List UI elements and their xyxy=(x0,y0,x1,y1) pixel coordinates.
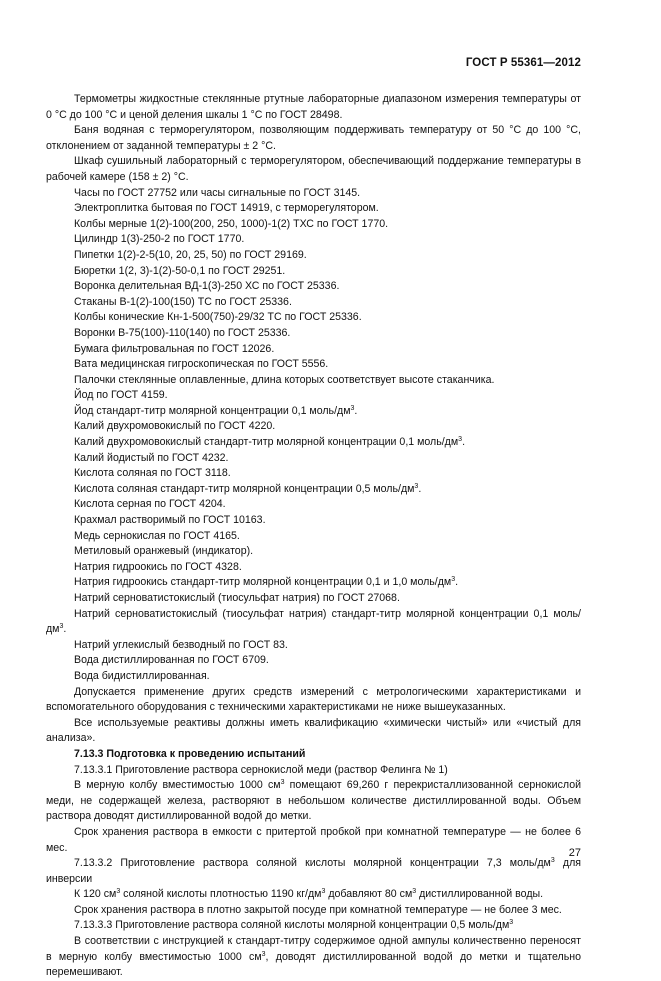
text-span: В соответствии с инструкцией к стандарт-титру содержимое одной ампулы количественно переносят в мерную колбу вместимостью 1000 см xyxy=(46,935,581,963)
text-span: помещают 69,260 г перекристаллизованной сернокислой меди, не содержащей железа, растворяют в небольшом количестве дистиллированной воды. Объем раствора доводят дистиллированной водой до метки. xyxy=(46,779,582,823)
text-span: 7.13.3.3 Приготовление раствора соляной кислоты молярной концентрации 0,5 моль/дм xyxy=(74,919,510,932)
paragraph: Термометры жидкостные стеклянные ртутные лабораторные диапазоном измерения температуры от 0 °С до 100 °С и ценой деления шкалы 1 °С по ГОСТ 28498. xyxy=(46,93,581,121)
list-item: Калий двухромовокислый стандарт-титр молярной концентрации 0,1 моль/$дм^3$. xyxy=(74,436,466,449)
text-span: , доводят дистиллированной водой до метки и тщательно перемешивают. xyxy=(46,950,581,979)
list-item: Вата медицинская гигроскопическая по ГОСТ 5556. xyxy=(74,358,329,371)
list-item: Пипетки 1(2)-2-5(10, 20, 25, 50) по ГОСТ 29169. xyxy=(74,248,307,261)
text-span: соляной кислоты плотностью 1190 кг/дм xyxy=(120,888,322,901)
subsection-heading xyxy=(46,856,581,887)
list-item: Вода дистиллированная по ГОСТ 6709. xyxy=(74,654,269,667)
superscript: 3 xyxy=(59,623,64,631)
list-item: Калий двухромовокислый по ГОСТ 4220. xyxy=(74,420,276,433)
text-span: дистиллированной воды. xyxy=(416,888,544,901)
paragraph: Срок хранения раствора в емкости с притертой пробкой при комнатной температуре — не более 6 мес. xyxy=(46,825,581,854)
subsection-heading: 7.13.3.1 Приготовление раствора сернокислой меди (раствор Фелинга № 1) xyxy=(74,763,448,776)
list-item: Натрий серноватистокислый (тиосульфат натрия) по ГОСТ 27068. xyxy=(74,592,400,604)
superscript: 3 xyxy=(350,404,355,412)
paragraph: Все используемые реактивы должны иметь квалификацию «химически чистый» или «чистый для анализа». xyxy=(46,716,581,745)
text-span: К 120 см xyxy=(74,888,117,901)
section-heading: 7.13.3 Подготовка к проведению испытаний xyxy=(74,747,306,760)
list-item: Натрий серноватистокислый (тиосульфат натрия) стандарт-титр молярной концентрации 0,1 моль/$дм^3$. xyxy=(46,607,581,636)
superscript: 3 xyxy=(116,888,121,896)
list-item: Йод по ГОСТ 4159. xyxy=(74,389,168,402)
text-span: Натрия гидроокись стандарт-титр молярной концентрации 0,1 и 1,0 моль/дм xyxy=(74,576,452,589)
list-item: Стаканы В-1(2)-100(150) ТС по ГОСТ 25336. xyxy=(74,295,292,308)
page-number: 27 xyxy=(568,847,581,859)
text-span: 7.13.3.2 Приготовление раствора соляной кислоты молярной концентрации 7,3 моль/дм xyxy=(74,857,551,870)
list-item: Электроплитка бытовая по ГОСТ 14919, с терморегулятором. xyxy=(74,202,379,215)
document-code: ГОСТ Р 55361—2012 xyxy=(465,57,581,69)
document-body xyxy=(46,92,581,981)
list-item: Бумага фильтровальная по ГОСТ 12026. xyxy=(74,342,275,355)
text-span: Йод стандарт-титр молярной концентрации 0,1 моль/дм xyxy=(74,404,351,417)
list-item: Палочки стеклянные оплавленные, длина которых соответствует высоте стаканчика. xyxy=(74,373,495,386)
paragraph xyxy=(46,934,581,981)
paragraph xyxy=(46,778,581,825)
paragraph: Баня водяная с терморегулятором, позволяющим поддерживать температуру от 50 °С до 100 °С, отклонением от заданной температуры ± 2 °С. xyxy=(46,124,581,152)
superscript: 3 xyxy=(280,779,285,787)
paragraph xyxy=(46,887,581,903)
text-span: В мерную колбу вместимостью 1000 см xyxy=(74,779,281,792)
paragraph: Срок хранения раствора в плотно закрытой посуде при комнатной температуре — не более 3 мес. xyxy=(74,903,562,916)
text-span: Натрий серноватистокислый (тиосульфат натрия) стандарт-титр молярной концентрации 0,1 моль/дм xyxy=(46,607,581,636)
list-item: Йод стандарт-титр молярной концентрации 0,1 моль/$дм^3$. xyxy=(74,404,358,417)
superscript: 3 xyxy=(321,888,326,896)
superscript: 3 xyxy=(550,857,555,865)
list-item: Колбы конические Кн-1-500(750)-29/32 ТС по ГОСТ 25336. xyxy=(74,311,362,324)
superscript: 3 xyxy=(458,436,463,444)
list-item: Часы по ГОСТ 27752 или часы сигнальные по ГОСТ 3145. xyxy=(74,186,361,199)
list-item: Медь сернокислая по ГОСТ 4165. xyxy=(74,529,240,542)
list-item: Кислота соляная стандарт-титр молярной концентрации 0,5 моль/$дм^3$. xyxy=(74,482,422,495)
list-item: Цилиндр 1(3)-250-2 по ГОСТ 1770. xyxy=(74,233,245,246)
list-item: Вода бидистиллированная. xyxy=(74,669,210,682)
paragraph: Шкаф сушильный лабораторный с терморегулятором, обеспечивающий поддержание температуры в рабочей камере (158 ± 2) °С. xyxy=(46,155,581,183)
paragraph: Допускается применение других средств измерений с метрологическими характеристиками и вспомогательного оборудования с техническими характеристиками не ниже вышеуказанных. xyxy=(46,685,581,714)
list-item: Натрий углекислый безводный по ГОСТ 83. xyxy=(74,638,288,651)
list-item: Воронки В-75(100)-110(140) по ГОСТ 25336. xyxy=(74,326,291,339)
list-item: Метиловый оранжевый (индикатор). xyxy=(74,545,254,558)
subsection-heading xyxy=(46,918,581,934)
list-item: Воронка делительная ВД-1(3)-250 ХС по ГОСТ 25336. xyxy=(74,280,340,293)
superscript: 3 xyxy=(451,576,456,584)
list-item: Бюретки 1(2, 3)-1(2)-50-0,1 по ГОСТ 29251. xyxy=(74,264,286,277)
list-item: Калий йодистый по ГОСТ 4232. xyxy=(74,451,229,464)
text-span: Калий двухромовокислый стандарт-титр молярной концентрации 0,1 моль/дм xyxy=(74,436,459,449)
list-item: Кислота серная по ГОСТ 4204. xyxy=(74,498,226,511)
superscript: 3 xyxy=(261,950,266,958)
list-item: Натрия гидроокись по ГОСТ 4328. xyxy=(74,560,242,573)
superscript: 3 xyxy=(414,482,419,490)
list-item: Кислота соляная по ГОСТ 3118. xyxy=(74,467,231,480)
list-item: Колбы мерные 1(2)-100(200, 250, 1000)-1(2) ТХС по ГОСТ 1770. xyxy=(74,217,389,230)
text-span: Кислота соляная стандарт-титр молярной концентрации 0,5 моль/дм xyxy=(74,482,415,495)
superscript: 3 xyxy=(509,919,514,927)
text-span: добавляют 80 см xyxy=(325,888,413,901)
list-item: Натрия гидроокись стандарт-титр молярной концентрации 0,1 и 1,0 моль/$дм^3$. xyxy=(74,576,459,589)
superscript: 3 xyxy=(412,888,417,896)
text-span: для инверсии xyxy=(46,857,582,885)
list-item: Крахмал растворимый по ГОСТ 10163. xyxy=(74,514,266,527)
